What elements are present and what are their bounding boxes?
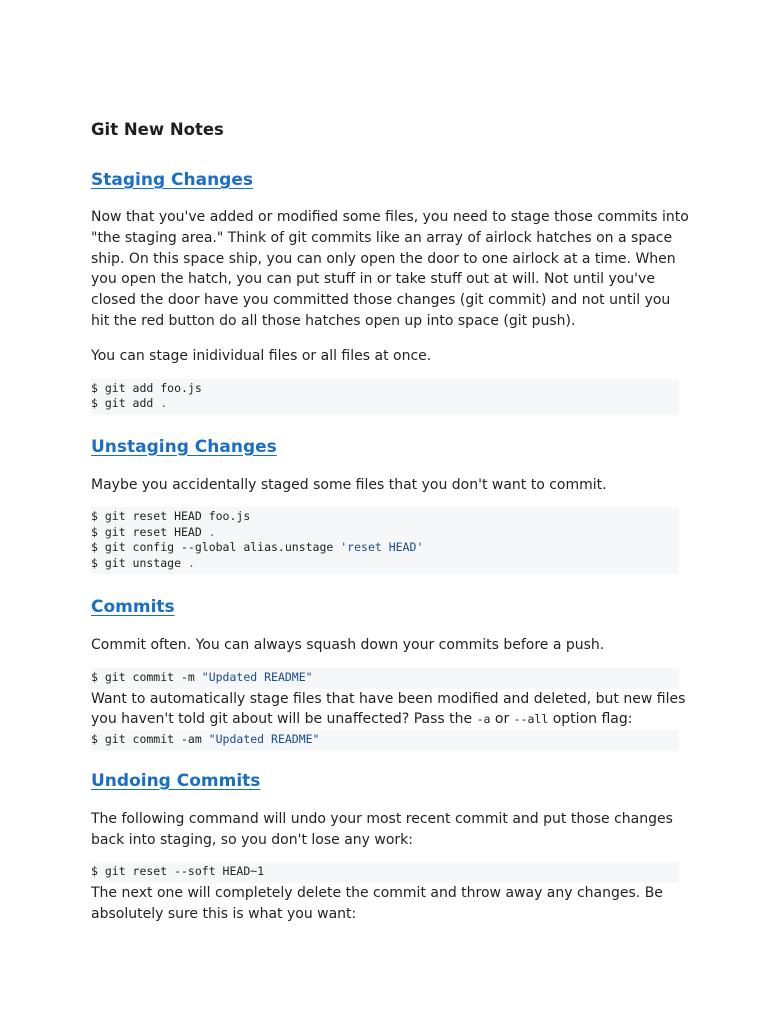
code-line: $ git config --global alias.unstage: [91, 540, 341, 555]
unstaging-paragraph-1: Maybe you accidentally staged some files that you don't want to commit.: [91, 476, 607, 493]
code-line: $ git add: [91, 396, 161, 411]
code-line: $ git reset --soft HEAD~1: [91, 864, 265, 879]
commits-paragraph-1: Commit often. You can always squash down your commits before a push.: [91, 637, 605, 654]
text-run: or: [490, 711, 514, 728]
code-line: $ git add foo.js: [91, 380, 202, 395]
heading-undoing-commits[interactable]: Undoing Commits: [91, 770, 261, 791]
code-arg: .: [160, 396, 168, 411]
heading-commits[interactable]: Commits: [91, 597, 175, 618]
code-block-reset-soft: [91, 862, 679, 883]
code-line: $ git reset HEAD: [91, 524, 209, 539]
staging-paragraph-2: You can stage inidividual files or all files at once.: [91, 347, 432, 364]
undoing-paragraph-2: The next one will completely delete the commit and throw away any changes. Be absolutely sure this is what you want:: [91, 884, 663, 922]
text-run: Want to automatically stage files that have been modified and deleted, but new files you haven't told git about will be unaffected? Pass the: [91, 690, 686, 728]
code-block-staging: [91, 379, 679, 415]
staging-paragraph-1: Now that you've added or modified some files, you need to stage those commits into "the staging area." Think of git commits like an array of airlock hatches on a space ship. On this space ship, you can only open the door to one airlock at a time. When you open the hatch, you can put stuff in or take stuff out at will. Not until you've closed the door have you committed those changes (git commit) and not until you hit the red button do all those hatches open up into space (git push).: [91, 209, 689, 329]
heading-unstaging-changes[interactable]: Unstaging Changes: [91, 436, 277, 457]
code-block-commit-am: [91, 730, 679, 751]
code-line: $ git commit -am: [91, 732, 209, 747]
code-arg: .: [208, 524, 216, 539]
heading-staging-changes[interactable]: Staging Changes: [91, 170, 253, 190]
code-line: $ git commit -m: [91, 670, 202, 685]
code-string: "Updated README": [208, 732, 320, 747]
code-string: "Updated README": [201, 670, 313, 685]
undoing-paragraph-1: The following command will undo your most recent commit and put those changes back into staging, so you don't lose any work:: [91, 810, 673, 848]
document-content: [91, 119, 691, 924]
commits-paragraph-2: [91, 689, 691, 731]
code-line: $ git unstage: [91, 555, 188, 570]
inline-code-flag: --all: [513, 712, 549, 727]
code-line: $ git reset HEAD foo.js: [91, 509, 251, 524]
code-arg: .: [187, 555, 195, 570]
inline-code-flag: -a: [476, 712, 491, 727]
code-string: 'reset HEAD': [340, 540, 424, 555]
page-title: Git New Notes: [91, 120, 224, 139]
code-block-unstaging: [91, 507, 679, 574]
code-block-commit-m: [91, 668, 679, 689]
text-run: option flag:: [548, 711, 633, 728]
